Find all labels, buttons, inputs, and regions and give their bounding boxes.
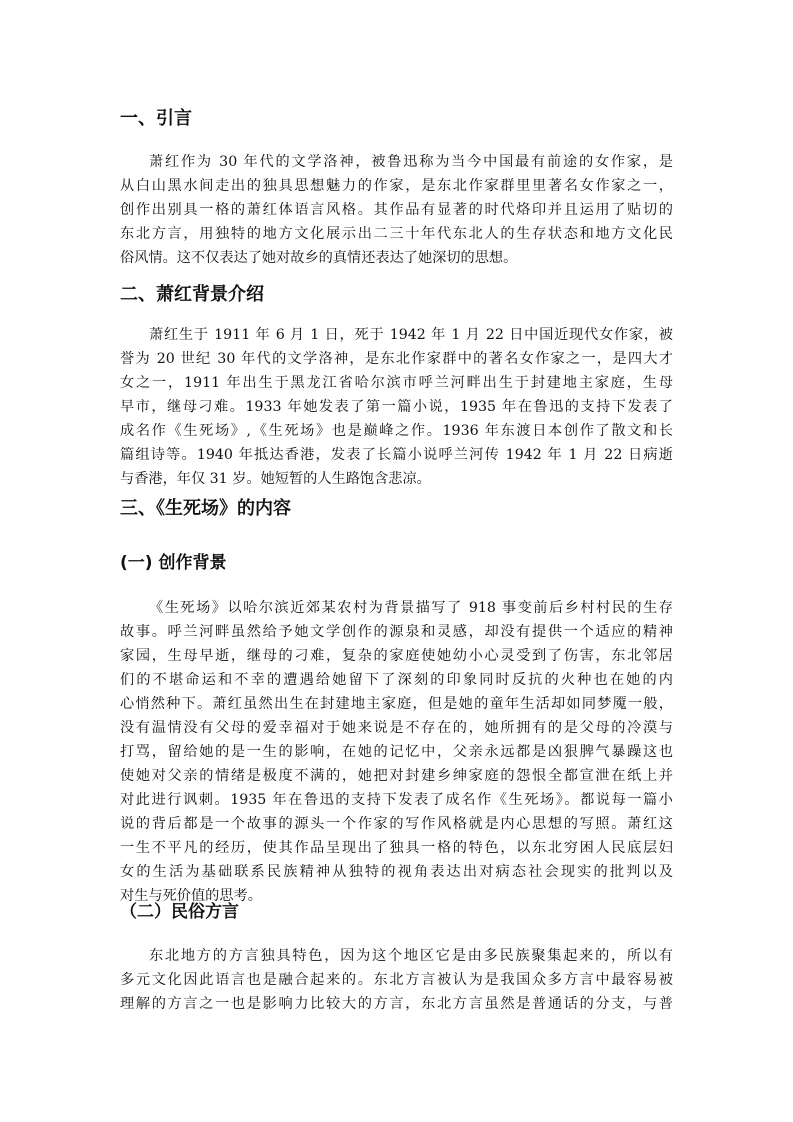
- text-line: 说的背后都是一个故事的源头一个作家的写作风格就是内心思想的写照。萧红这: [120, 816, 673, 832]
- paragraph-folk-dialect: [120, 944, 673, 1016]
- text-line: 心悄然种下。萧红虽然出生在封建地主家庭，但是她的童年生活却如同梦魇一般，: [120, 696, 673, 712]
- text-line: 一生不平凡的经历，使其作品呈现出了独具一格的特色，以东北穷困人民底层妇: [120, 840, 673, 856]
- text-line: 故事。呼兰河畔虽然给予她文学创作的源泉和灵感，却没有提供一个适应的精神: [120, 624, 673, 640]
- subsection-heading-folk-dialect: （二）民俗方言: [120, 902, 239, 922]
- text-line: 与香港，年仅 31 岁。她短暂的人生路饱含悲凉。: [120, 471, 431, 487]
- text-line: 早市，继母刁难。1933 年她发表了第一篇小说，1935 年在鲁迅的支持下发表了: [120, 399, 673, 415]
- section-heading-introduction: 一、引言: [120, 108, 192, 129]
- text-line: 多元文化因此语言也是融合起来的。东北方言被认为是我国众多方言中最容易被: [120, 972, 673, 988]
- paragraph-creation-background: [120, 596, 673, 908]
- text-line: 成名作《生死场》,《生死场》也是巅峰之作。1936 年东渡日本创作了散文和长: [120, 423, 673, 439]
- text-line: 女之一，1911 年出生于黑龙江省哈尔滨市呼兰河畔出生于封建地主家庭，生母: [120, 375, 673, 391]
- text-line: 俗风情。这不仅表达了她对故乡的真情还表达了她深切的思想。: [120, 250, 518, 266]
- text-line: 打骂，留给她的是一生的影响，在她的记忆中，父亲永远都是凶狠脾气暴躁这也: [120, 744, 673, 760]
- text-line: 东北方言，用独特的地方文化展示出二三十年代东北人的生存状态和地方文化民: [120, 226, 673, 242]
- text-line: 对此进行讽刺。1935 年在鲁迅的支持下发表了成名作《生死场》。都说每一篇小: [120, 792, 673, 808]
- text-line: 东北地方的方言独具特色，因为这个地区它是由多民族聚集起来的，所以有: [149, 948, 673, 964]
- text-line: 理解的方言之一也是影响力比较大的方言，东北方言虽然是普通话的分支，与普: [120, 996, 673, 1012]
- text-line: 对生与死价值的思考。: [120, 888, 262, 904]
- text-line: 《生死场》以哈尔滨近郊某农村为背景描写了 918 事变前后乡村村民的生存: [149, 600, 673, 616]
- paragraph-introduction: [120, 150, 673, 270]
- text-line: 篇组诗等。1940 年抵达香港，发表了长篇小说呼兰河传 1942 年 1 月 22 日病逝: [120, 447, 673, 463]
- text-line: 家园，生母早逝，继母的刁难，复杂的家庭使她幼小心灵受到了伤害，东北邻居: [120, 648, 673, 664]
- text-line: 使她对父亲的情绪是极度不满的，她把对封建乡绅家庭的怨恨全都宣泄在纸上并: [120, 768, 673, 784]
- text-line: 女的生活为基础联系民族精神从独特的视角表达出对病态社会现实的批判以及: [120, 864, 673, 880]
- text-line: 萧红作为 30 年代的文学洛神，被鲁迅称为当今中国最有前途的女作家，是: [149, 154, 673, 170]
- text-line: 从白山黑水间走出的独具思想魅力的作家，是东北作家群里里著名女作家之一，: [120, 178, 673, 194]
- paragraph-background: [120, 323, 673, 491]
- text-line: 们的不堪命运和不幸的遭遇给她留下了深刻的印象同时反抗的火种也在她的内: [120, 672, 673, 688]
- subsection-heading-creation-background: (一) 创作背景: [120, 553, 227, 573]
- text-line: 没有温情没有父母的爱幸福对于她来说是不存在的，她所拥有的是父母的冷漠与: [120, 720, 673, 736]
- section-heading-content: 三、《生死场》的内容: [120, 498, 291, 519]
- text-line: 萧红生于 1911 年 6 月 1 日，死于 1942 年 1 月 22 日中国近现代女作家，被: [149, 327, 673, 343]
- section-heading-background: 二、萧红背景介绍: [120, 284, 264, 305]
- text-line: 誉为 20 世纪 30 年代的文学洛神，是东北作家群中的著名女作家之一，是四大才: [120, 351, 673, 367]
- text-line: 创作出别具一格的萧红体语言风格。其作品有显著的时代烙印并且运用了贴切的: [120, 202, 673, 218]
